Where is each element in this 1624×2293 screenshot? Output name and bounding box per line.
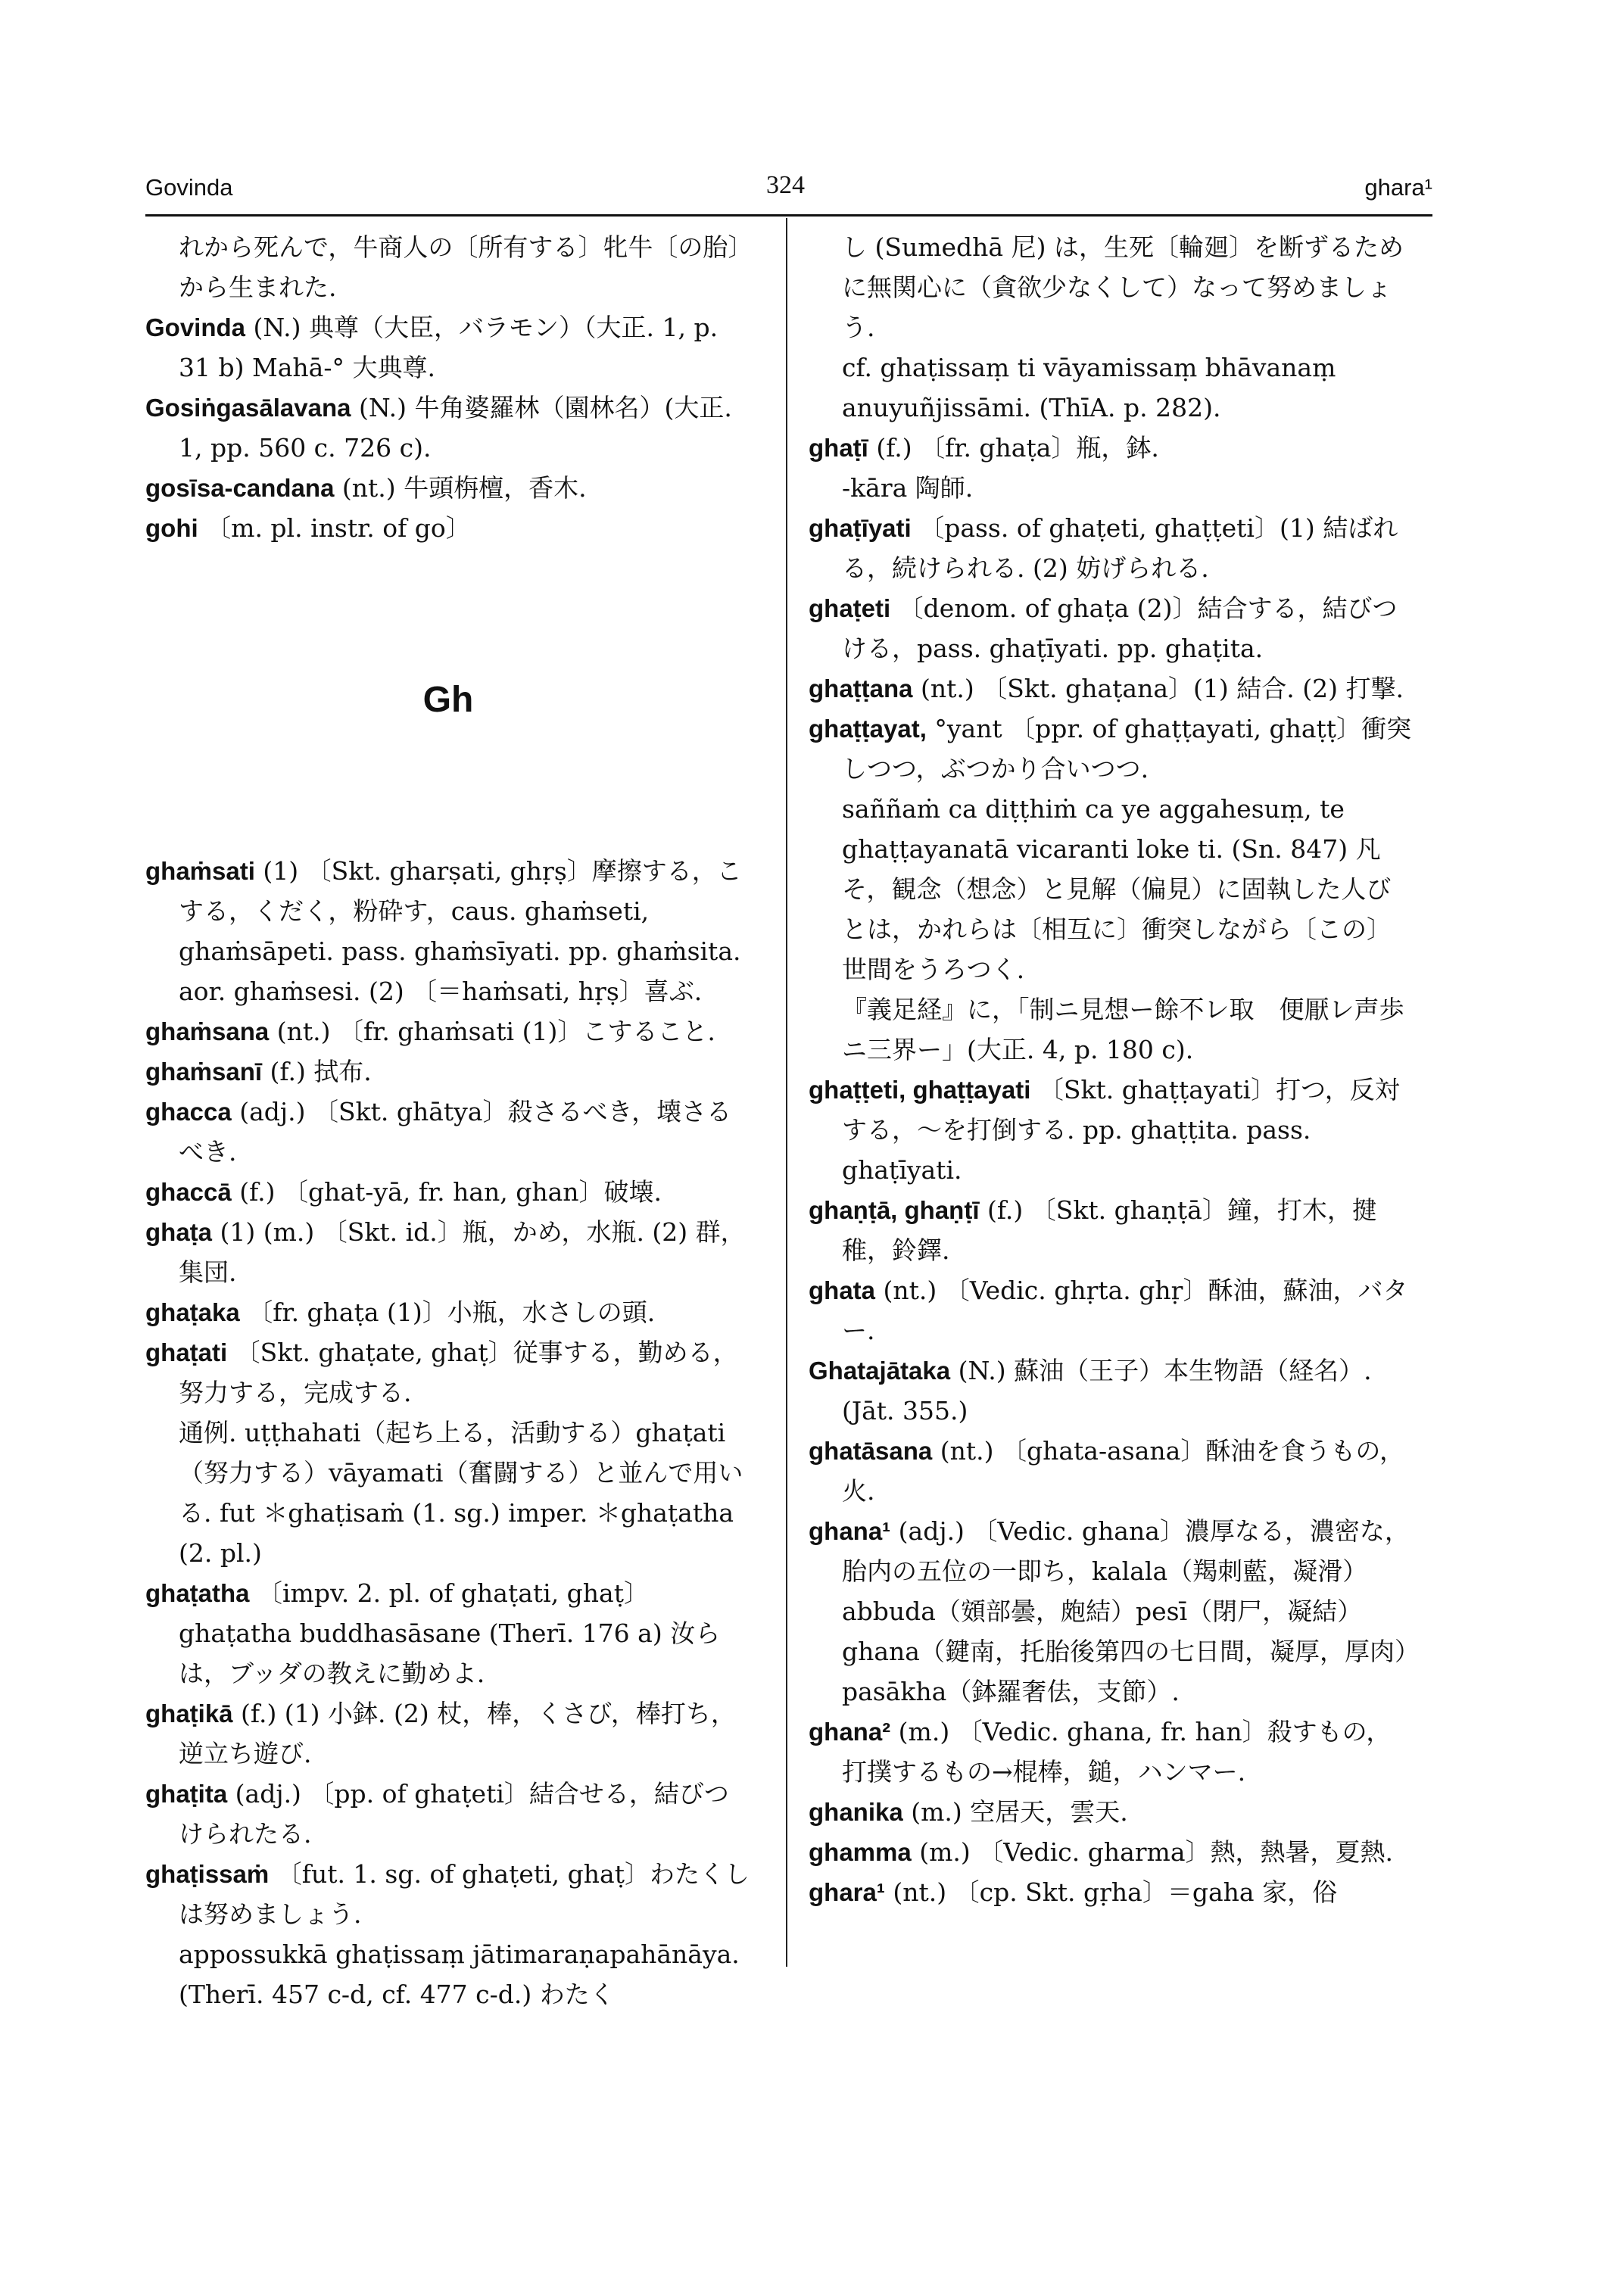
headword: ghacca xyxy=(145,1098,232,1126)
headword: ghata xyxy=(809,1276,876,1304)
entry-text: し (Sumedhā 尼) は，生死〔輪廻〕を断ずるために無関心に（貪欲少なくして）なって努めましょう. xyxy=(842,232,1404,342)
entry-text: (adj.) 〔Vedic. ghana〕濃厚なる，濃密な，胎内の五位の一即ち，kalala（羯刺藍，凝滑）abbuda（頞部曇，皰結）pesī（閉尸，凝結）ghana（鍵南，托胎後第四の七日間，凝厚，厚肉）pasākha（鉢羅奢佉，支節）. xyxy=(842,1516,1410,1706)
dictionary-entry xyxy=(145,1172,751,1212)
headword: ghaṁsanī xyxy=(145,1058,263,1086)
entry-continuation xyxy=(809,789,1414,989)
dictionary-entry xyxy=(145,1292,751,1332)
left-column xyxy=(145,227,751,2014)
headword: ghamma xyxy=(809,1838,912,1866)
headword: Gosiṅgasālavana xyxy=(145,394,351,422)
dictionary-entry xyxy=(145,1332,751,1413)
headword: Ghatajātaka xyxy=(809,1357,951,1385)
headword: ghaṁsati xyxy=(145,857,255,885)
entry-text: (nt.) 〔fr. ghaṁsati (1)〕こすること. xyxy=(269,1017,715,1046)
dictionary-entry xyxy=(809,1511,1414,1712)
dictionary-entry xyxy=(145,307,751,388)
entry-text: (nt.) 〔cp. Skt. gṛha〕＝gaha 家，俗 xyxy=(884,1877,1338,1907)
headword: ghaṭati xyxy=(145,1338,228,1366)
headword: ghara¹ xyxy=(809,1878,885,1906)
headword: ghaṭikā xyxy=(145,1699,233,1728)
headword: ghaṭeti xyxy=(809,594,891,622)
entry-text: 〔denom. of ghaṭa (2)〕結合する，結びつける，pass. ghaṭīyati. pp. ghaṭita. xyxy=(842,594,1398,663)
dictionary-entry xyxy=(145,1573,751,1693)
dictionary-entry xyxy=(809,1872,1414,1912)
entry-text: 〔fr. ghaṭa (1)〕小瓶，水さしの頭. xyxy=(239,1298,656,1327)
entry-text: (nt.) 〔ghata-asana〕酥油を食うもの，火. xyxy=(842,1436,1404,1506)
headword: gohi xyxy=(145,514,198,542)
headword: ghaṁsana xyxy=(145,1017,270,1045)
entry-text: (N.) 蘇油（王子）本生物語（経名）. (Jāt. 355.) xyxy=(842,1356,1372,1425)
entry-text: appossukkā ghaṭissaṃ jātimaraṇapahānāya. (Therī. 457 c-d, cf. 477 c-d.) わたく xyxy=(179,1939,740,2009)
headword: ghaṭīyati xyxy=(809,514,912,542)
headword: ghaṭita xyxy=(145,1780,228,1808)
entry-text: れから死んで，牛商人の〔所有する〕牝牛〔の胎〕から生まれた. xyxy=(179,232,740,302)
headword: ghatāsana xyxy=(809,1437,933,1465)
entry-continuation xyxy=(809,227,1414,347)
entry-text: (f.) 拭布. xyxy=(262,1057,372,1086)
entry-text: (N.) 典尊（大臣，バラモン）（大正. 1, p. 31 b) Mahā-° 大典尊. xyxy=(179,313,718,382)
entry-text: (m.) 〔Vedic. gharma〕熱，熱暑，夏熱. xyxy=(911,1837,1393,1867)
entry-text: (N.) 牛角婆羅林（園林名）(大正. 1, pp. 560 c. 726 c). xyxy=(179,393,732,463)
headword: ghaṭṭeti, ghaṭṭayati xyxy=(809,1076,1031,1104)
column-divider xyxy=(786,218,787,1967)
headword: gosīsa-candana xyxy=(145,474,335,502)
dictionary-entry xyxy=(145,1693,751,1774)
dictionary-entry xyxy=(809,668,1414,709)
headword: ghaṭa xyxy=(145,1218,213,1246)
entry-continuation xyxy=(809,347,1414,428)
entry-continuation xyxy=(145,1413,751,1573)
entry-text: saññaṁ ca diṭṭhiṁ ca ye aggahesuṃ, te ghaṭṭayanatā vicaranti loke ti. (Sn. 847) 凡そ，観念（想念）と見解（偏見）に固執した人びとは，かれらは〔相互に〕衝突しながら〔この〕世間をうろつく. xyxy=(842,794,1392,984)
headword: ghanika xyxy=(809,1798,903,1826)
dictionary-entry xyxy=(145,1774,751,1854)
page-header xyxy=(145,171,1432,220)
dictionary-entry xyxy=(809,1792,1414,1832)
headword: Govinda xyxy=(145,313,246,341)
dictionary-entry xyxy=(809,588,1414,668)
headword: ghaṭṭayat, xyxy=(809,715,927,743)
dictionary-entry xyxy=(145,1011,751,1051)
dictionary-entry xyxy=(145,508,751,548)
headword: ghaṭaka xyxy=(145,1298,240,1326)
entry-text: 〔fut. 1. sg. of ghaṭeti, ghaṭ〕わたくしは努めましょう. xyxy=(179,1859,750,1929)
headword: ghana² xyxy=(809,1718,891,1746)
headword: ghaccā xyxy=(145,1178,232,1206)
entry-text: cf. ghaṭissaṃ ti vāyamissaṃ bhāvanaṃ anuyuñjissāmi. (ThīA. p. 282). xyxy=(842,353,1336,422)
dictionary-entry xyxy=(809,1351,1414,1431)
dictionary-entry xyxy=(145,468,751,508)
entry-text: 〔m. pl. instr. of go〕 xyxy=(198,513,471,543)
entry-text: °yant 〔ppr. of ghaṭṭayati, ghaṭṭ〕衝突しつつ，ぶつかり合いつつ. xyxy=(842,714,1412,784)
entry-text: (f.) 〔fr. ghaṭa〕瓶，鉢. xyxy=(868,433,1159,463)
headword: ghana¹ xyxy=(809,1517,891,1545)
headword: ghaṭissaṁ xyxy=(145,1860,270,1888)
entry-text: -kāra 陶師. xyxy=(842,473,974,503)
dictionary-entry xyxy=(809,1431,1414,1511)
dictionary-entry xyxy=(145,1212,751,1292)
headword: ghaṇṭā, ghaṇṭī xyxy=(809,1196,980,1224)
page-number: 324 xyxy=(766,171,805,199)
entry-continuation xyxy=(145,227,751,307)
entry-text: (1) (m.) 〔Skt. id.〕瓶，かめ，水瓶. (2) 群，集団. xyxy=(179,1217,746,1287)
entry-text: (m.) 空居天，雲天. xyxy=(902,1797,1128,1827)
entry-text: (adj.) 〔Skt. ghātya〕殺さるべき，壊さるべき. xyxy=(179,1097,732,1167)
entry-text: 通例. uṭṭhahati（起ち上る，活動する）ghaṭati（努力する）vāyamati（奮闘する）と並んで用いる. fut ＊ghaṭisaṁ (1. sg.) imper. ＊ghaṭatha (2. pl.) xyxy=(179,1418,743,1568)
entry-text: (f.) 〔Skt. ghaṇṭā〕鐘，打木，揵稚，鈴鐸. xyxy=(842,1195,1377,1265)
entry-continuation xyxy=(809,989,1414,1070)
dictionary-entry xyxy=(809,1070,1414,1190)
header-rule xyxy=(145,214,1432,217)
headword: ghaṭṭana xyxy=(809,675,913,703)
dictionary-entry xyxy=(809,1832,1414,1872)
dictionary-entry xyxy=(145,1051,751,1092)
entry-text: 〔impv. 2. pl. of ghaṭati, ghaṭ〕 ghaṭatha buddhasāsane (Therī. 176 a) 汝らは，ブッダの教えに勤めよ. xyxy=(179,1578,721,1688)
right-column xyxy=(809,227,1414,1912)
entry-text: 〔Skt. ghaṭṭayati〕打つ，反対する，〜を打倒する. pp. ghaṭṭita. pass. ghaṭīyati. xyxy=(842,1075,1400,1185)
entry-text: (1) 〔Skt. gharṣati, ghṛṣ〕摩擦する，こする，くだく，粉砕す，caus. ghaṁseti, ghaṁsāpeti. pass. ghaṁsīyati. pp. ghaṁsita. aor. ghaṁsesi. (2) 〔＝haṁsati, hṛṣ〕喜ぶ. xyxy=(179,856,742,1006)
entry-text: (f.) (1) 小鉢. (2) 杖，棒，くさび，棒打ち，逆立ち遊び. xyxy=(179,1699,736,1768)
entry-text: (nt.) 〔Skt. ghaṭana〕(1) 結合. (2) 打撃. xyxy=(912,674,1404,703)
running-head-right: ghara¹ xyxy=(1364,174,1432,201)
headword: ghaṭī xyxy=(809,434,868,462)
dictionary-entry xyxy=(809,428,1414,468)
entry-text: 〔Skt. ghaṭate, ghaṭ〕従事する，勤める，努力する，完成する. xyxy=(179,1338,738,1407)
dictionary-entry xyxy=(145,1854,751,1934)
dictionary-entry xyxy=(809,508,1414,588)
dictionary-entry xyxy=(809,1712,1414,1792)
entry-continuation xyxy=(809,468,1414,508)
dictionary-entry xyxy=(145,388,751,468)
dictionary-entry xyxy=(145,1092,751,1172)
entry-continuation xyxy=(145,1934,751,2014)
entry-text: (m.) 〔Vedic. ghana, fr. han〕殺すもの，打撲するもの→棍棒，鎚，ハンマー. xyxy=(842,1717,1392,1787)
running-head-left: Govinda xyxy=(145,174,233,201)
entry-text: 『義足経』に，「制ニ見想ー餘不レ取 便厭レ声歩ニ三界ー」(大正. 4, p. 180 c). xyxy=(842,995,1404,1064)
dictionary-entry xyxy=(809,1270,1414,1351)
entry-text: 〔pass. of ghaṭeti, ghaṭṭeti〕(1) 結ばれる，続けられる. (2) 妨げられる. xyxy=(842,513,1398,583)
section-heading: Gh xyxy=(422,679,474,720)
dictionary-entry xyxy=(145,851,751,1011)
entry-text: (f.) 〔ghat-yā, fr. han, ghan〕破壊. xyxy=(231,1177,662,1207)
entry-text: (nt.) 牛頭栴檀，香木. xyxy=(334,473,587,503)
entry-text: (adj.) 〔pp. of ghaṭeti〕結合せる，結びつけられたる. xyxy=(179,1779,729,1849)
dictionary-entry xyxy=(809,1190,1414,1270)
entry-text: (nt.) 〔Vedic. ghṛta. ghṛ〕酥油，蘇油，バター. xyxy=(842,1276,1408,1345)
headword: ghaṭatha xyxy=(145,1579,250,1607)
dictionary-entry xyxy=(809,709,1414,789)
